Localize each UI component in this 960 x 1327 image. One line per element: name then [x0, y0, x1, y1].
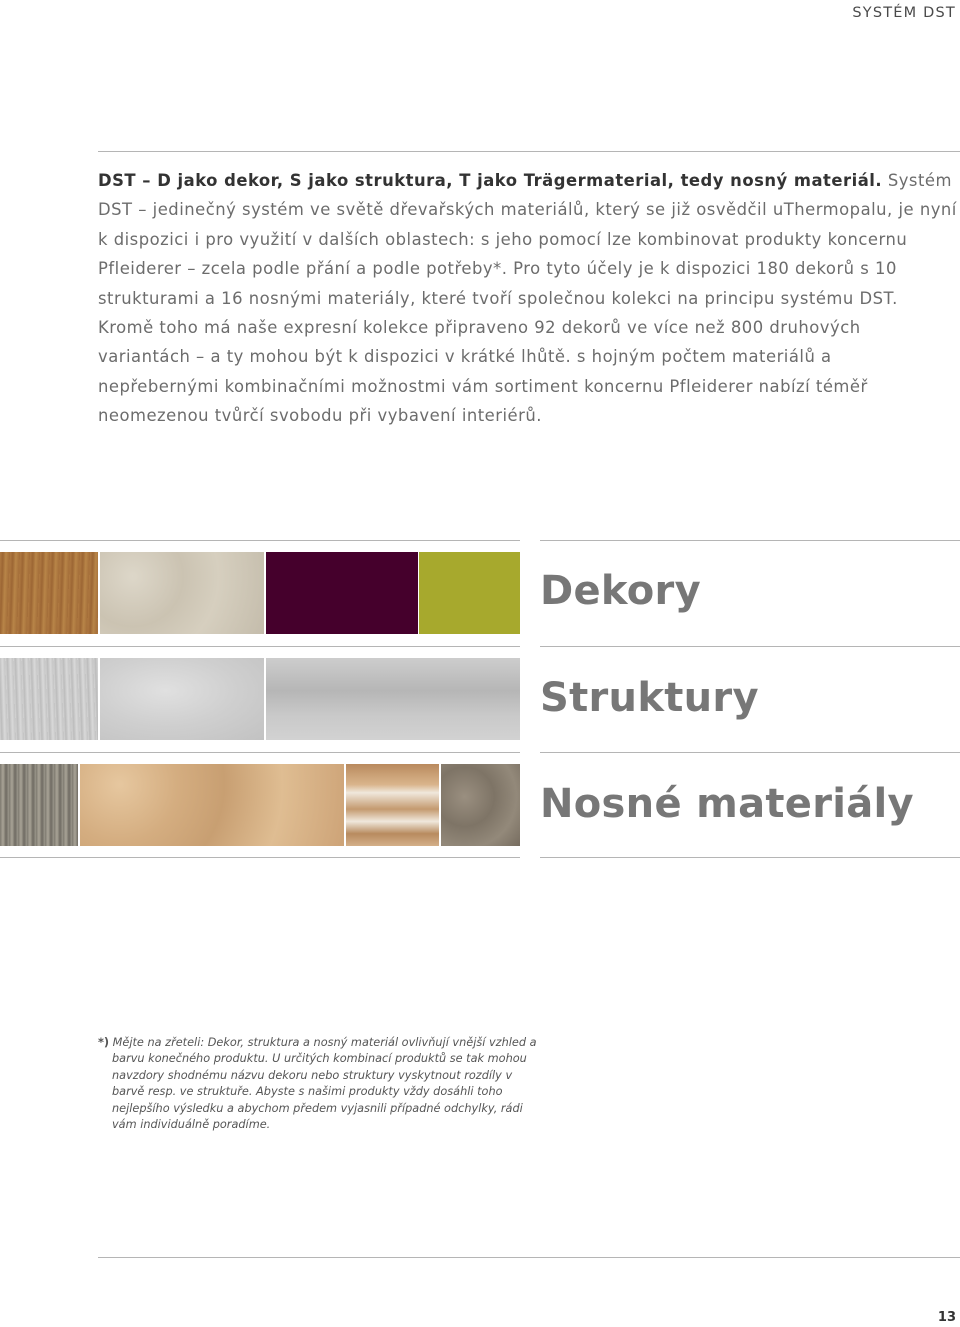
swatch-olive-green	[419, 552, 520, 634]
row-label-nosne: Nosné materiály	[540, 781, 914, 827]
footnote-body	[98, 1035, 538, 1133]
nosne-bottom-rule	[540, 857, 960, 858]
bottom-divider	[98, 1257, 960, 1258]
page-number: 13	[937, 1310, 956, 1325]
intro-lead: DST – D jako dekor, S jako struktura, T jako Trägermaterial, tedy nosný materiál.	[98, 171, 883, 190]
swatch-wood-grain-grey	[0, 658, 98, 740]
footnote	[98, 1035, 538, 1133]
dekory-top-rule	[540, 540, 960, 541]
footnote-marker: *)	[98, 1036, 110, 1049]
swatch-brushed-grey	[266, 658, 520, 740]
swatch-leather-grey	[100, 658, 264, 740]
swatch-aubergine	[266, 552, 418, 634]
intro-body: Systém DST – jedinečný systém ve světě dřevařských materiálů, který se již osvědčil uThermopalu, je nyní k dispozici i pro využití v dalších oblastech: s jeho pomocí lze kombinovat produkty koncernu Pfleiderer – zcela podle přání a podle potřeby*. Pro tyto účely je k dispozici 180 dekorů s 10 strukturami a 16 nosnými materiály, které tvoří společnou kolekci na principu systému DST. Kromě toho má naše expresní kolekce připraveno 92 dekorů ve více než 800 druhových variantách – a ty mohou být k dispozici v krátké lhůtě. s hojným počtem materiálů a nepřebernými kombinačními možnostmi vám sortiment koncernu Pfleiderer nabízí téměř neomezenou tvůrčí svobodu při vybavení interiérů.	[98, 171, 957, 426]
swatch-mdf-fibre	[0, 764, 78, 846]
swatch-rule-3	[0, 752, 520, 753]
row-label-struktury: Struktury	[540, 675, 759, 721]
swatch-rule-4	[0, 857, 520, 858]
swatch-rule-2	[0, 646, 520, 647]
intro-paragraph	[98, 166, 958, 431]
footnote-text: Mějte na zřeteli: Dekor, struktura a nosný materiál ovlivňují vnější vzhled a barvu konečného produktu. U určitých kombinací produktů se tak mohou navzdory shodnému názvu dekoru nebo struktury vyskytnout rozdíly v barvě resp. ve struktuře. Abyste s našimi produkty vždy dosáhli toho nejlepšího výsledku a abychom předem vyjasnili případné odchylky, rádi vám individuálně poradíme.	[109, 1036, 537, 1132]
top-divider	[98, 151, 960, 152]
nosne-top-rule	[540, 752, 960, 753]
struktury-top-rule	[540, 646, 960, 647]
swatch-granite-board	[441, 764, 520, 846]
swatch-oak-wood	[0, 552, 98, 634]
swatch-chipboard-layered	[346, 764, 439, 846]
swatch-stone-beige	[100, 552, 264, 634]
row-label-dekory: Dekory	[540, 568, 701, 614]
section-title: SYSTÉM DST	[852, 5, 956, 21]
swatch-particleboard	[80, 764, 344, 846]
swatch-rule-1	[0, 540, 520, 541]
